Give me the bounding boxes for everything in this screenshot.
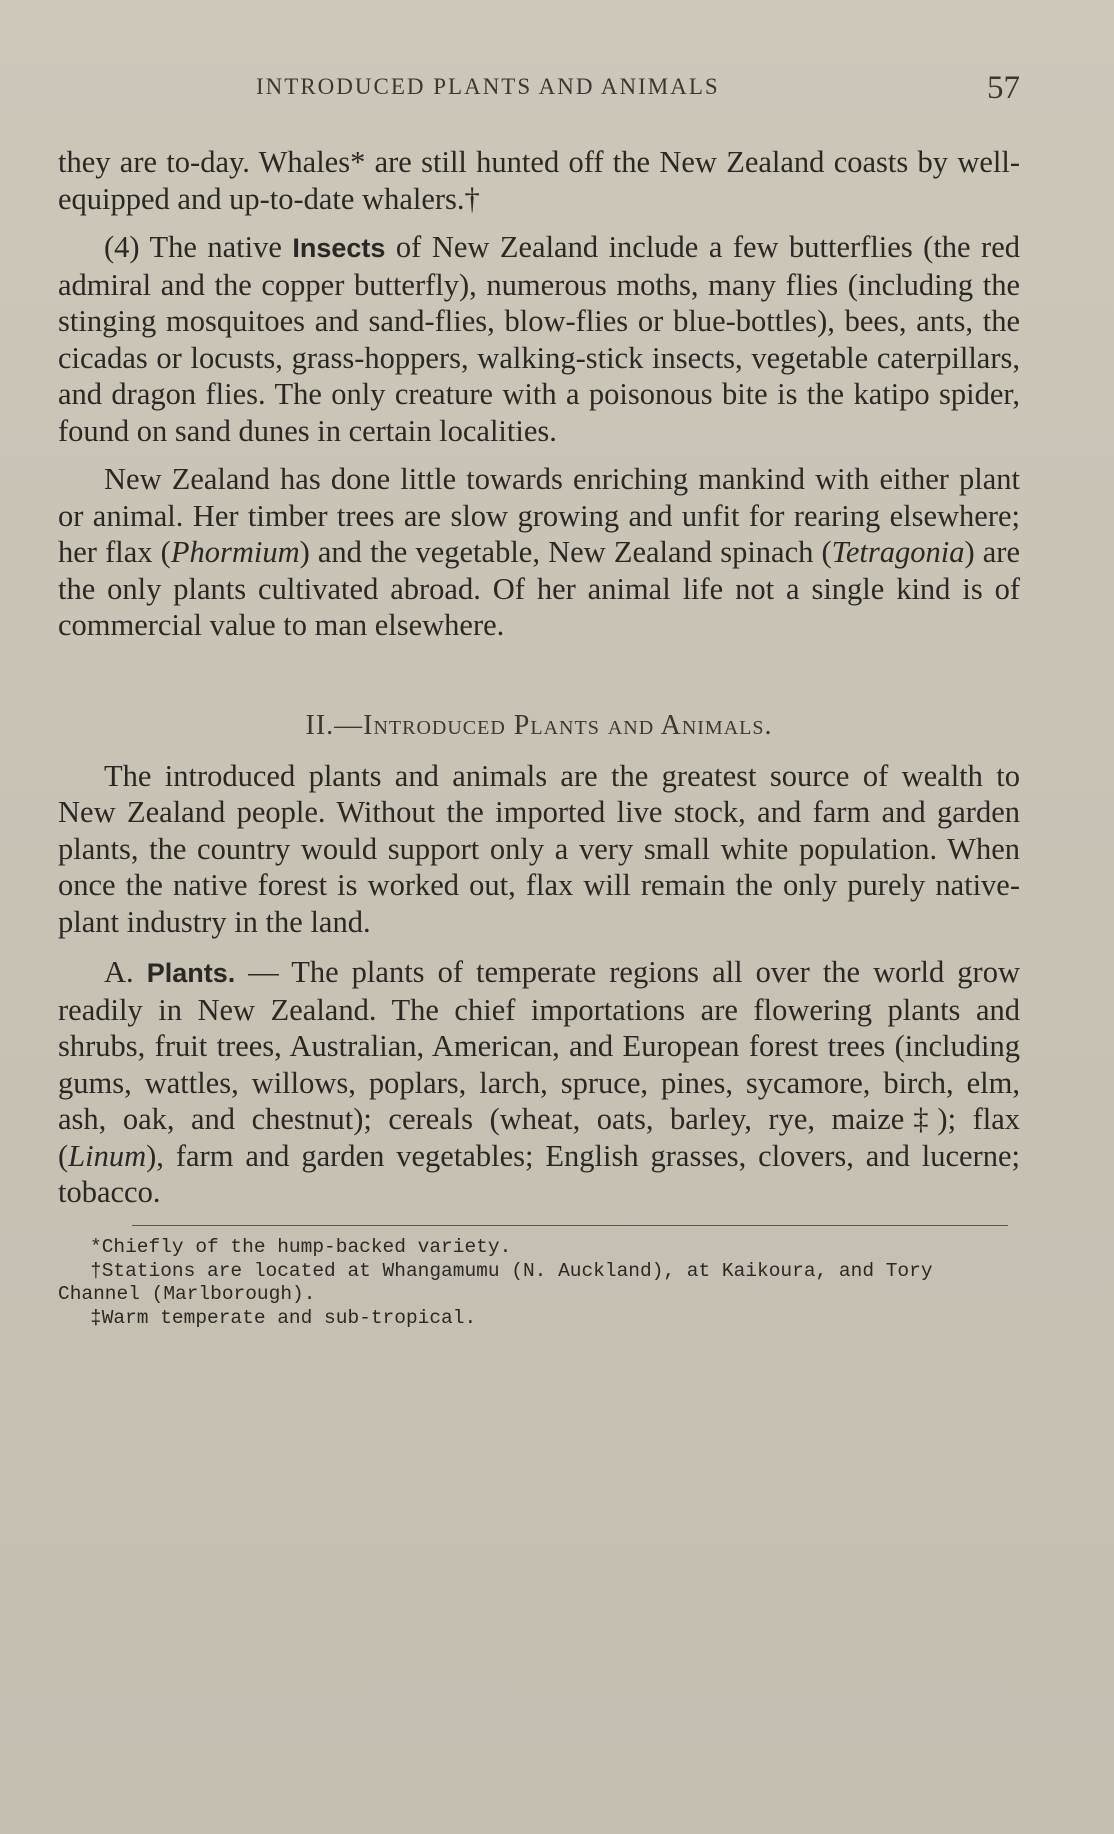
paragraph-text: The introduced plants and animals are the greatest source of wealth to New Zealand people. Without the imported live stock, and farm and garden plants, the country would support only a very small white population. When once the native forest is worked out, flax will remain the only purely native-plant industry in the land. <box>58 758 1020 939</box>
paragraph-lead: A. <box>104 955 147 989</box>
italic-term-phormium: Phormium <box>170 535 300 569</box>
italic-term-linum: Linum <box>68 1138 147 1173</box>
paragraph-enriching <box>58 461 1020 644</box>
page-number: 57 <box>987 70 1020 106</box>
paragraph-text: ), farm and garden vegetables; English grasses, clovers, and lucerne; tobacco. <box>58 1138 1020 1209</box>
section-heading: II.—Introduced Plants and Animals. <box>305 709 773 741</box>
body-text <box>58 144 1020 1211</box>
paragraph-insects <box>58 229 1020 449</box>
paragraph-text: they are to-day. Whales* are still hunted off the New Zealand coasts by well-equipped and up-to-date whalers.† <box>58 145 1020 216</box>
footnote: †Stations are located at Whangamumu (N. Auckland), at Kaikoura, and Tory Channel (Marlborough). <box>58 1259 933 1305</box>
running-title: INTRODUCED PLANTS AND ANIMALS <box>256 74 720 99</box>
paragraph-text: ) are the only plants cultivated abroad. Of her animal life not a single kind is of commercial value to man elsewhere. <box>58 535 1020 642</box>
page-header <box>58 70 1020 110</box>
paragraph-introduced <box>58 758 1020 941</box>
footnote: *Chiefly of the hump-backed variety. <box>90 1236 512 1258</box>
term-insects: Insects <box>292 233 386 263</box>
paragraph-whales <box>58 144 1020 217</box>
term-plants: Plants. <box>146 958 236 988</box>
paragraph-text: New Zealand has done little towards enriching mankind with either plant or animal. Her timber trees are slow growing and unfit for rearing elsewhere; her flax ( <box>58 462 1020 569</box>
paragraph-text: of New Zealand include a few butterflies (the red admiral and the copper butterfly), numerous moths, many flies (including the stinging mosquitoes and sand-flies, blow-flies or blue-bottles), bees, ants, the cicadas or locusts, grass-hoppers, walking-stick insects, vegetable caterpillars, and dragon flies. The only creature with a poisonous bite is the katipo spider, found on sand dunes in certain localities. <box>58 230 1021 448</box>
italic-term-tetragonia: Tetragonia <box>831 535 965 569</box>
paragraph-plants <box>58 954 1020 1211</box>
footnote-divider <box>132 1225 1008 1226</box>
footnotes <box>58 1236 1020 1330</box>
paragraph-text: ) and the vegetable, New Zealand spinach ( <box>299 535 832 569</box>
paragraph-lead: (4) The native <box>104 230 293 264</box>
paragraph-text: — The plants of temperate regions all over the world grow readily in New Zealand. The chief importations are flowering plants and shrubs, fruit trees, Australian, American, and European forest trees (including gums, wattles, willows, poplars, larch, spruce, pines, sycamore, birch, elm, ash, oak, and chestnut); cereals (wheat, oats, barley, rye, maize‡); flax ( <box>58 955 1020 1173</box>
footnote: ‡Warm temperate and sub-tropical. <box>90 1306 477 1329</box>
